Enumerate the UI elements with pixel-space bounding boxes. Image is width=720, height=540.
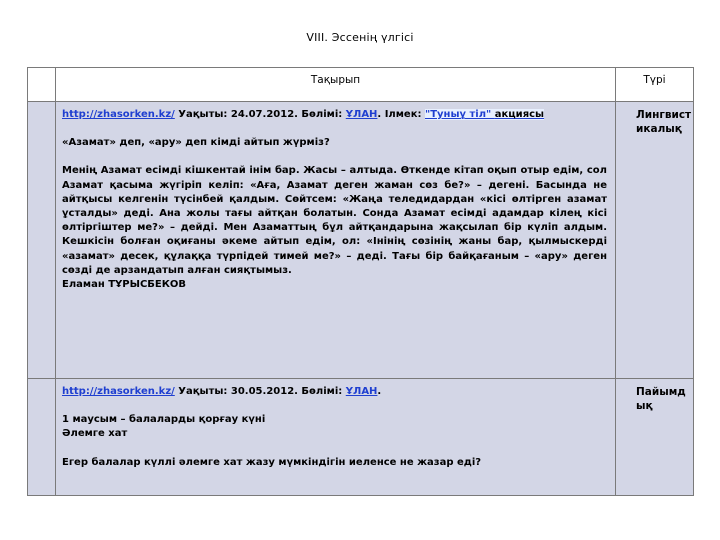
tag-suffix-text: акциясы: [494, 109, 545, 120]
section-link[interactable]: ҰЛАН: [345, 109, 378, 120]
empty-cell: [28, 379, 56, 496]
tag-text: "Туныұ тіл": [424, 109, 495, 120]
type-header-cell: [616, 68, 694, 102]
source-link[interactable]: http://zhasorken.kz/: [62, 386, 175, 397]
tag-prefix-text: . Ілмек:: [377, 109, 425, 120]
article-meta: [62, 108, 607, 122]
empty-header-cell: [28, 68, 56, 102]
type-header: Түрі: [643, 74, 666, 86]
article-meta: [62, 385, 607, 399]
date-section-text: Уақыты: 24.07.2012. Бөлімі:: [174, 109, 346, 120]
date-section-text: Уақыты: 30.05.2012. Бөлімі:: [174, 386, 346, 397]
topic-cell: [56, 102, 616, 379]
meta-suffix-text: .: [377, 386, 382, 397]
tag-link[interactable]: [425, 109, 544, 120]
topic-cell: [56, 379, 616, 496]
essay-examples-table: [27, 67, 694, 496]
type-cell: [616, 379, 694, 496]
essay-line: 1 маусым – балаларды қорғау күні: [62, 414, 266, 426]
table-row: [28, 379, 694, 496]
topic-header: Тақырып: [310, 74, 361, 86]
table-header-row: [28, 68, 694, 102]
essay-author: Еламан ТҰРЫСБЕКОВ: [62, 279, 187, 291]
essay-line: Егер балалар күллі әлемге хат жазу мүмкіндігін иеленсе не жазар еді?: [62, 456, 482, 468]
topic-header-cell: [56, 68, 616, 102]
table-row: [28, 102, 694, 379]
type-cell: [616, 102, 694, 379]
empty-cell: [28, 102, 56, 379]
essay-body: Менің Азамат есімді кішкентай інім бар. Жасы – алтыда. Өткенде кітап оқып отыр едім, сол Азамат қасыма жүгіріп келіп: «Аға, Азамат деген жаман сөз бе?» – дегені. Басында не айтқысы келгенін түсінбей қалдым. Сөйтсем: «Жаңа теледидардан «кісі өлтірген азамат ұсталды» деді. Ана жолы тағы айтқан болатын. Сонда Азамат есімді адамдар кілең кісі өлтіргіштер ме?» – дейді. Мен Азаматтың бұл айтқандарына жақсылап бір күліп алдым. Кешкісін болған оқиғаны әкеме айтып едім, ол: «Інінің сөзінің жаны бар, қылмыскерді «азамат» десек, құлаққа түрпідей тимей ме?» – деді. Тағы бір байқағаным – «ару» деген сөзді де арзандатып алған сияқтымыз.: [62, 165, 607, 276]
page-title: VIII. Эссенің үлгісі: [306, 31, 414, 44]
essay-line: Әлемге хат: [62, 428, 128, 440]
essay-type: Пайымд ық: [636, 386, 686, 412]
essay-type: Лингвист икалық: [636, 109, 692, 135]
source-link[interactable]: http://zhasorken.kz/: [62, 109, 175, 120]
essay-heading: «Азамат» деп, «ару» деп кімді айтып жүрміз?: [62, 137, 330, 149]
section-link[interactable]: ҰЛАН: [345, 386, 378, 397]
